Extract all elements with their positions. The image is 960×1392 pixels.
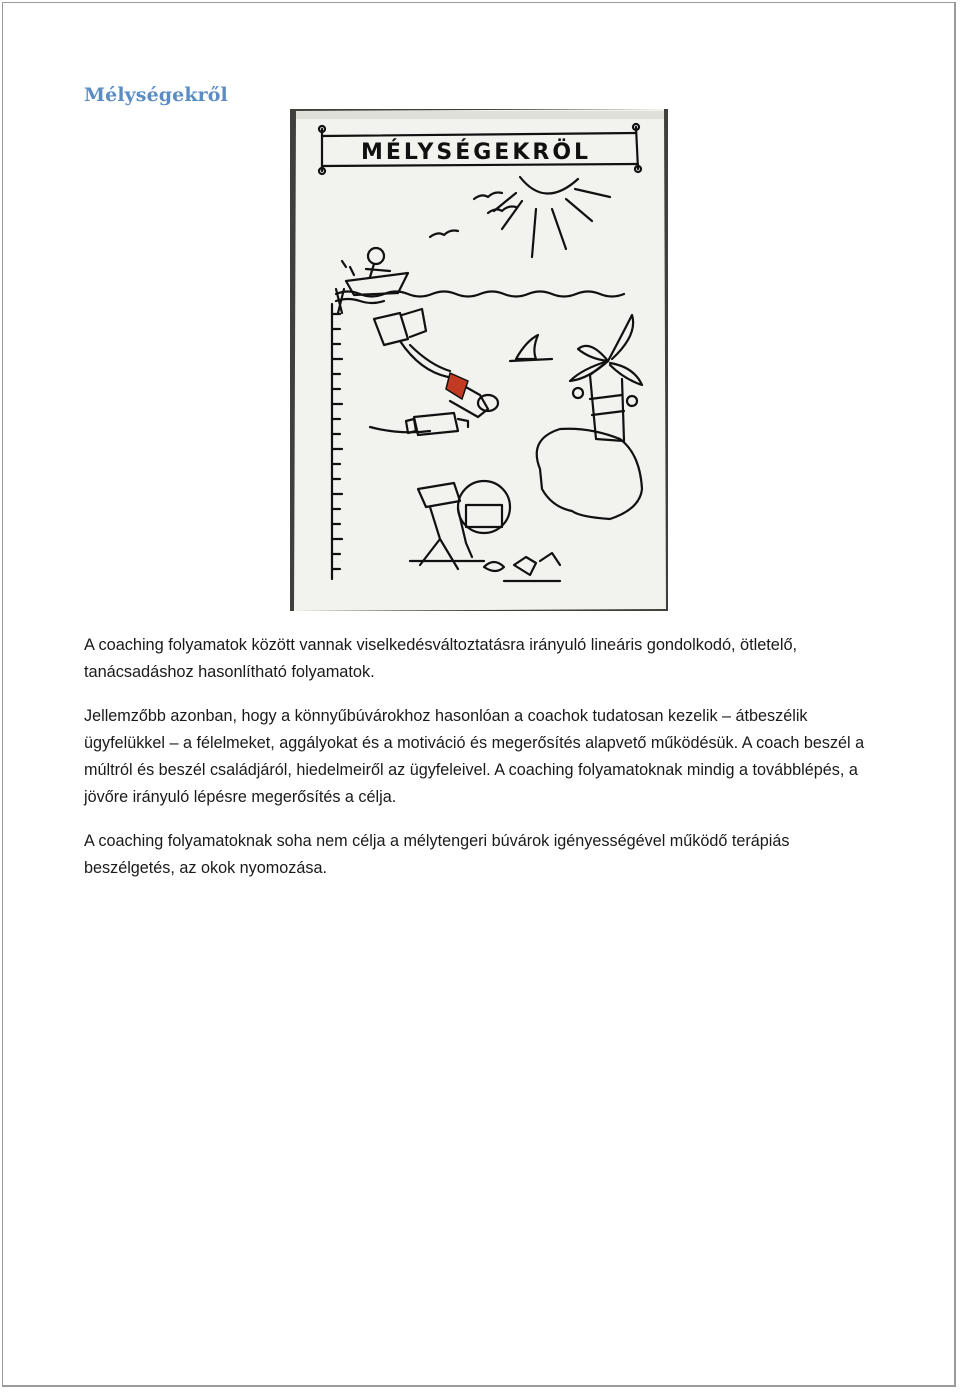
paragraph-2: Jellemzőbb azonban, hogy a könnyűbúvárokhoz hasonlóan a coachok tudatosan kezelik – átbeszélik ügyfelükkel – a félelmeket, aggályokat és a motiváció és megerősítés alapvető működésük. A coach beszél a múltról és beszél családjáról, hiedelmeiről az ügyfeleivel. A coaching folyamatoknak mindig a továbblépés, a jövőre irányuló lépésre megerősítés a célja. xyxy=(84,707,865,806)
flipchart-photo xyxy=(290,109,668,611)
paragraph-3: A coaching folyamatoknak soha nem célja a mélytengeri búvárok igényességével működő terápiás beszélgetés, az okok nyomozása. xyxy=(84,832,790,877)
page-heading: Mélységekről xyxy=(84,84,228,106)
paragraph-1: A coaching folyamatok között vannak viselkedésváltoztatásra irányuló lineáris gondolkodó, ötletelő, tanácsadáshoz hasonlítható folyamatok. xyxy=(84,636,798,681)
flipchart-paper xyxy=(294,109,666,611)
flipchart-title-text: MÉLYSÉGEKRÖL xyxy=(360,140,592,165)
